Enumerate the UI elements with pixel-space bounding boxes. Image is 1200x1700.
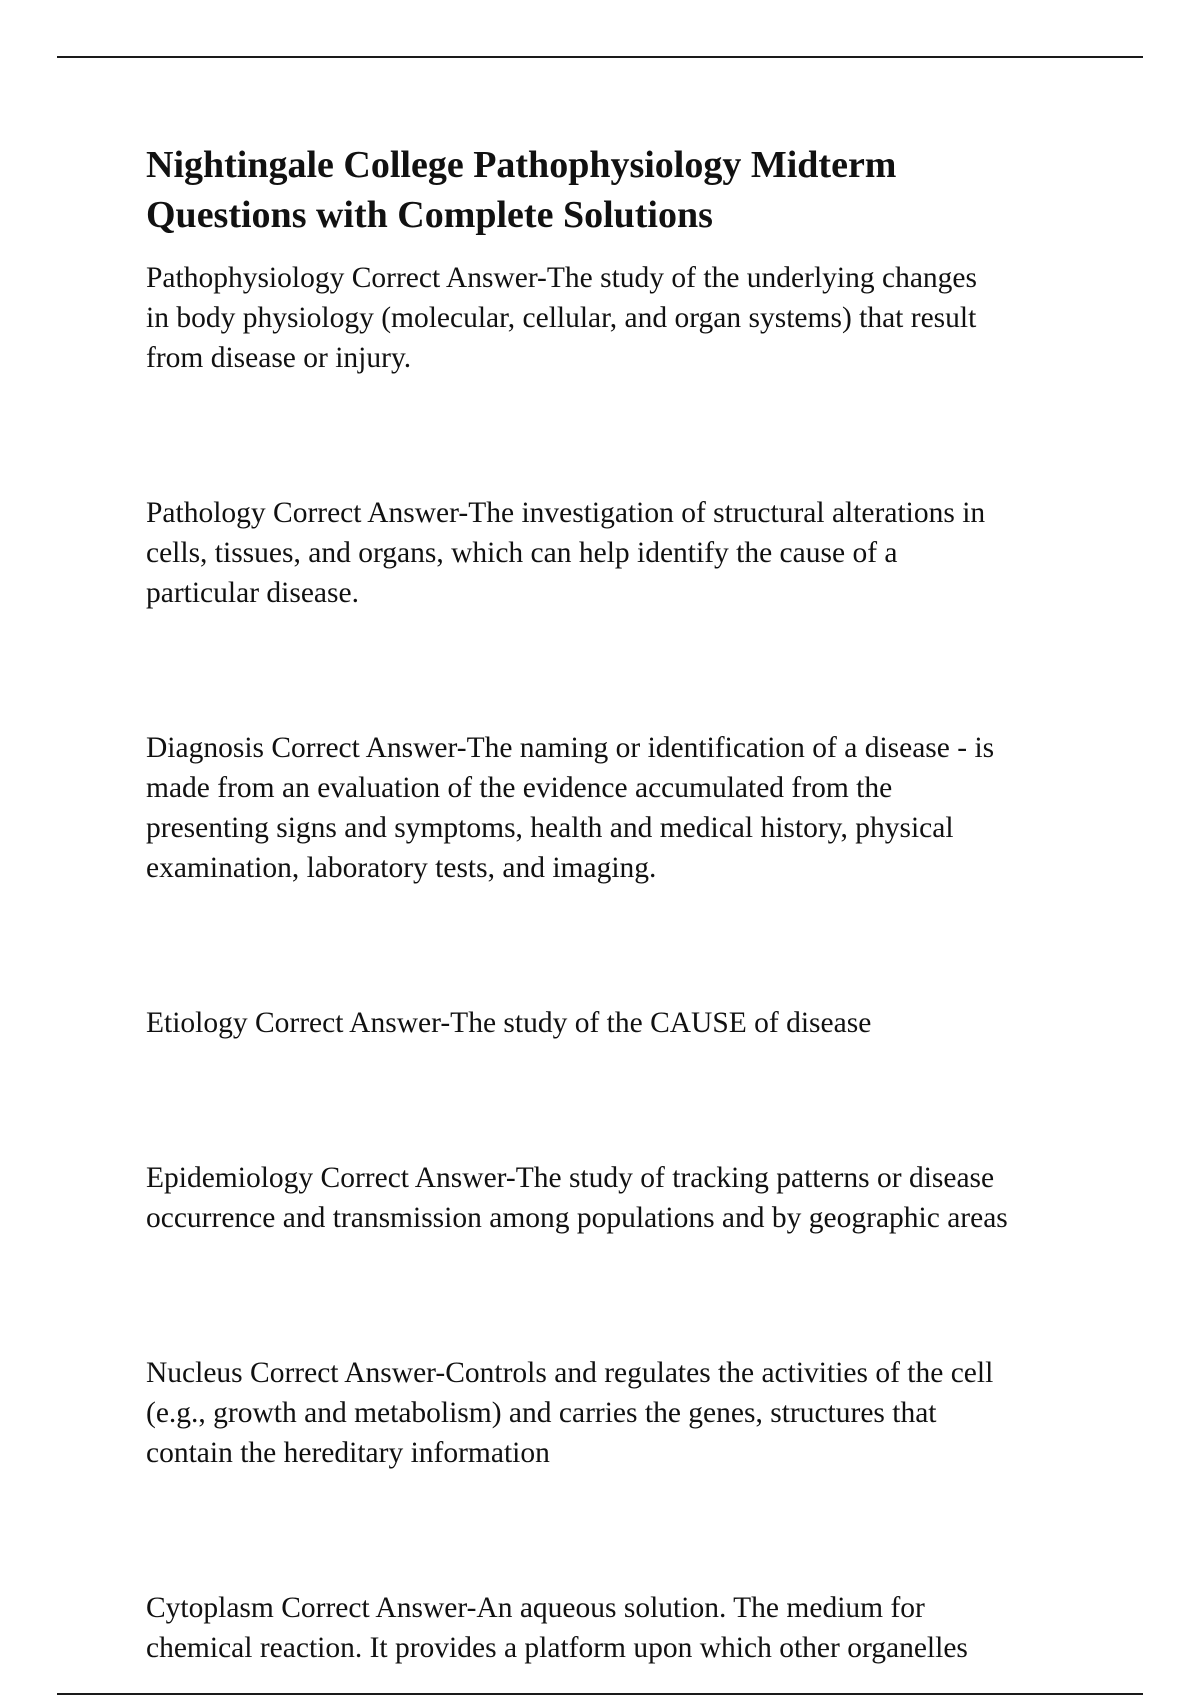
- qa-entry: [146, 1158, 1106, 1238]
- qa-entry-line: Epidemiology Correct Answer-The study of tracking patterns or disease: [146, 1162, 995, 1194]
- document-body: [146, 140, 1106, 1668]
- qa-entry: [146, 258, 1106, 378]
- qa-entry-line: particular disease.: [146, 577, 359, 609]
- qa-entry-line: cells, tissues, and organs, which can help identify the cause of a: [146, 537, 898, 569]
- qa-entry-line: Pathophysiology Correct Answer-The study of the underlying changes: [146, 262, 977, 294]
- qa-entry-line: chemical reaction. It provides a platform upon which other organelles: [146, 1632, 968, 1664]
- document-title: [146, 140, 1106, 240]
- qa-entry-line: Diagnosis Correct Answer-The naming or identification of a disease - is: [146, 732, 995, 764]
- qa-entry-line: made from an evaluation of the evidence accumulated from the: [146, 772, 893, 804]
- qa-entry: [146, 1003, 1106, 1043]
- qa-entry-line: from disease or injury.: [146, 342, 412, 374]
- qa-entry-line: (e.g., growth and metabolism) and carries the genes, structures that: [146, 1397, 937, 1429]
- qa-entry: [146, 1588, 1106, 1668]
- qa-entry-line: Nucleus Correct Answer-Controls and regulates the activities of the cell: [146, 1357, 994, 1389]
- qa-entry: [146, 728, 1106, 888]
- qa-entry: [146, 1353, 1106, 1473]
- qa-entry-line: in body physiology (molecular, cellular, and organ systems) that result: [146, 302, 977, 334]
- top-divider: [57, 56, 1143, 58]
- qa-entry: [146, 493, 1106, 613]
- qa-entry-line: Cytoplasm Correct Answer-An aqueous solution. The medium for: [146, 1592, 925, 1624]
- title-line-2: Questions with Complete Solutions: [146, 194, 713, 236]
- qa-entries-list: [146, 258, 1106, 1668]
- qa-entry-line: presenting signs and symptoms, health and medical history, physical: [146, 812, 954, 844]
- qa-entry-line: examination, laboratory tests, and imaging.: [146, 852, 657, 884]
- qa-entry-line: occurrence and transmission among populations and by geographic areas: [146, 1202, 1008, 1234]
- qa-entry-line: Etiology Correct Answer-The study of the CAUSE of disease: [146, 1007, 872, 1039]
- title-line-1: Nightingale College Pathophysiology Midterm: [146, 144, 897, 186]
- bottom-divider: [57, 1693, 1143, 1695]
- qa-entry-line: Pathology Correct Answer-The investigation of structural alterations in: [146, 497, 986, 529]
- qa-entry-line: contain the hereditary information: [146, 1437, 550, 1469]
